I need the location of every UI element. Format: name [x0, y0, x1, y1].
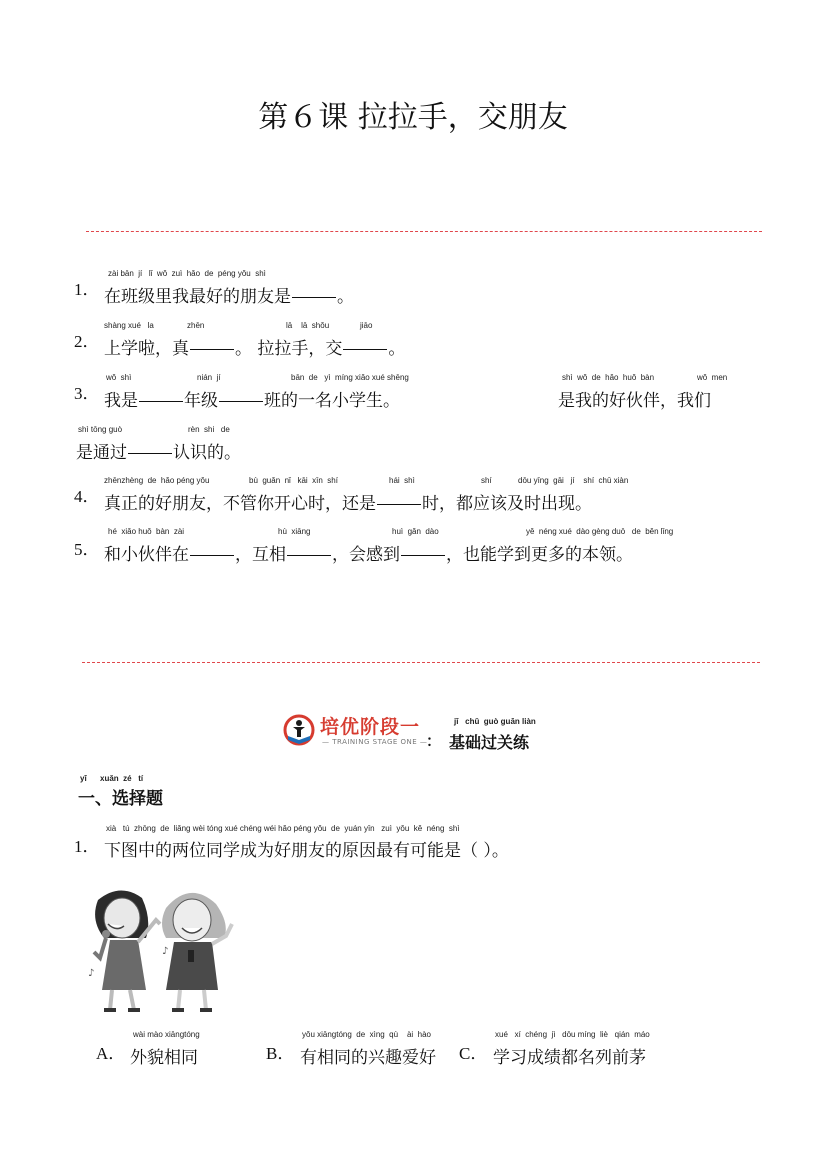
question-line — [104, 540, 633, 565]
pinyin: lā lā shǒu — [286, 321, 330, 330]
question-number: 3． — [74, 384, 100, 403]
question-line — [104, 386, 400, 411]
pinyin: zhēn — [187, 321, 205, 330]
pinyin: hù xiāng — [278, 527, 311, 536]
question-text: 交 — [325, 339, 343, 359]
pinyin: xué xí chéng jì dōu míng liè qián máo — [495, 1030, 650, 1039]
training-stage-logo-subtitle: — TRAINING STAGE ONE — — [322, 738, 428, 746]
question-text: 真正的好朋友， — [104, 494, 223, 514]
pinyin: wǒ men — [697, 373, 728, 382]
page-title: 第６课 拉拉手，交朋友 — [258, 100, 568, 135]
question-text: 下图中的两位同学成为好朋友的原因最有可能是 — [104, 841, 461, 861]
punct: 。 — [337, 287, 354, 307]
question-text: 上学啦， — [104, 339, 172, 359]
training-stage-logo-text: 培优阶段一 — [320, 716, 421, 738]
pinyin: xià tú zhōng de liǎng wèi tóng xué chéng wéi hǎo péng yǒu de yuán yīn zuì yǒu kě néng shì — [106, 824, 460, 833]
answer-blank[interactable] — [128, 453, 172, 454]
pinyin: huì gǎn dào — [392, 527, 439, 536]
question-text: 是我的好伙伴， — [558, 391, 677, 411]
question-text: 我是 — [104, 391, 138, 411]
option-a-text[interactable]: 外貌相同 — [130, 1048, 198, 1068]
question-line — [104, 489, 592, 514]
option-a-letter[interactable]: A． — [96, 1044, 126, 1063]
pinyin: bù guǎn nǐ kāi xīn shí — [249, 476, 338, 485]
question-text: 不管你开心时， — [223, 494, 342, 514]
answer-paren[interactable]: （ ）。 — [461, 841, 509, 861]
answer-blank[interactable] — [292, 297, 336, 298]
option-c-letter[interactable]: C． — [459, 1044, 488, 1063]
stage-colon: ： — [426, 732, 442, 750]
question-text: 是通过 — [76, 443, 127, 463]
pinyin: shì tōng guò — [78, 425, 123, 434]
option-c-text[interactable]: 学习成绩都名列前茅 — [493, 1048, 646, 1068]
pinyin: shàng xué la — [104, 321, 154, 330]
pinyin: jiāo — [360, 321, 373, 330]
question-text: 在班级里我最好的朋友是 — [104, 287, 291, 307]
pinyin: yǒu xiāngtóng de xìng qù ài hào — [302, 1030, 431, 1039]
pinyin: yě néng xué dào gèng duō de běn lǐng — [526, 527, 674, 536]
answer-blank[interactable] — [377, 504, 421, 505]
option-b-letter[interactable]: B． — [266, 1044, 295, 1063]
question-number: 1． — [74, 280, 100, 299]
svg-text:♪: ♪ — [88, 968, 95, 979]
pinyin: zhēnzhèng de hǎo péng yǒu — [104, 476, 210, 485]
pinyin: zài bān jí lǐ wǒ zuì hǎo de péng yǒu shì — [108, 269, 266, 278]
question-text: 认识的。 — [173, 443, 241, 463]
option-b-text[interactable]: 有相同的兴趣爱好 — [300, 1048, 436, 1068]
top-divider — [86, 231, 762, 232]
question-line — [104, 282, 354, 307]
question-line — [558, 386, 711, 411]
question-text: 时， — [422, 494, 456, 514]
question-line — [76, 438, 241, 463]
pinyin: bān de yì míng xiǎo xué shēng — [291, 373, 409, 382]
answer-blank[interactable] — [401, 555, 445, 556]
answer-blank[interactable] — [139, 401, 183, 402]
question-text: 班的一名小学生。 — [264, 391, 400, 411]
question-text: 。 拉拉手， — [235, 339, 326, 359]
question-text: 真 — [172, 339, 189, 359]
pinyin: shì wǒ de hǎo huǒ bàn — [562, 373, 655, 382]
pinyin: wài mào xiāngtóng — [133, 1030, 200, 1039]
question-text: ，互相 — [235, 545, 286, 565]
middle-divider — [82, 662, 760, 663]
pinyin: hái shì — [389, 476, 415, 485]
pinyin: nián jí — [197, 373, 221, 382]
answer-blank[interactable] — [219, 401, 263, 402]
section-title: 一、选择题 — [78, 789, 163, 809]
answer-blank[interactable] — [190, 349, 234, 350]
pinyin: hé xiǎo huǒ bàn zài — [108, 527, 185, 536]
stage-title: 基础过关练 — [449, 733, 530, 752]
pinyin: shí — [481, 476, 492, 485]
answer-blank[interactable] — [190, 555, 234, 556]
answer-blank[interactable] — [287, 555, 331, 556]
svg-text:♪: ♪ — [162, 946, 169, 957]
question-text: 都应该及时出现。 — [456, 494, 592, 514]
question-number: 5． — [74, 540, 100, 559]
question-number: 4． — [74, 487, 100, 506]
pinyin: jī chǔ guò guān liàn — [454, 717, 536, 726]
pinyin: wǒ shì — [106, 373, 132, 382]
question-line — [104, 836, 509, 861]
two-girls-illustration — [80, 880, 240, 1018]
question-text: ，也能学到更多的本领。 — [446, 545, 633, 565]
question-line — [104, 334, 405, 359]
punct: 。 — [388, 339, 406, 359]
pinyin: rèn shi de — [188, 425, 230, 434]
question-text: 年级 — [184, 391, 218, 411]
question-text: ，会感到 — [332, 545, 400, 565]
pinyin: dōu yīng gāi jí shí chū xiàn — [518, 476, 629, 485]
question-number: 2． — [74, 332, 100, 351]
question-number: 1． — [74, 837, 100, 856]
training-stage-logo-icon — [282, 714, 316, 748]
pinyin: yī xuǎn zé tí — [80, 774, 144, 783]
question-text: 和小伙伴在 — [104, 545, 189, 565]
question-text: 我们 — [677, 391, 711, 411]
question-text: 还是 — [342, 494, 376, 514]
answer-blank[interactable] — [343, 349, 387, 350]
